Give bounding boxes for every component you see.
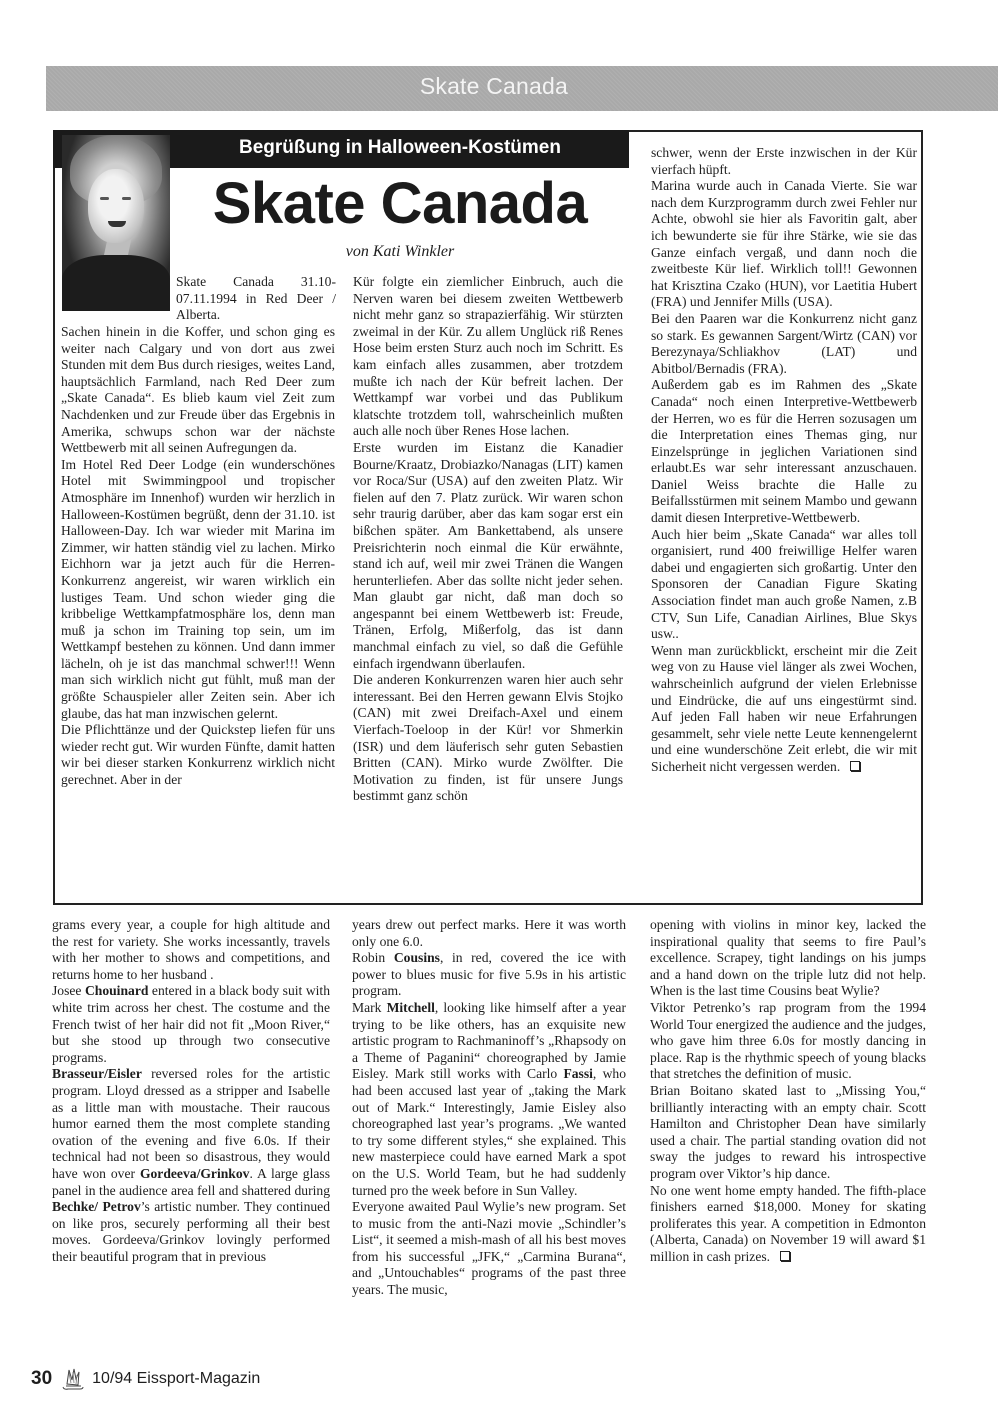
paragraph: Robin Cousins, in red, covered the ice with power to blues music for five 5.9s in his artistic program. [352,950,626,999]
skater-name: Mitchell [386,999,435,1015]
paragraph: Bei den Paaren war die Konkurrenz nicht ganz so stark. Es gewannen Sargent/Wirtz (CAN) vor Berezynaya/Schliakhov (LAT) und Abitbol/Bernadis (FRA). [651,310,917,376]
paragraph: schwer, wenn der Erste inzwischen in der Kür vierfach hüpft. [651,145,917,177]
skater-name: Gordeeva/Grinkov [139,1165,250,1181]
article-intro: Skate Canada 31.10-07.11.1994 in Red Deer / Alberta. [176,274,336,323]
author-photo [62,135,170,311]
coach-name: Fassi [563,1066,593,1082]
paragraph: Brasseur/Eisler reversed roles for the artistic program. Lloyd dressed as a stripper and Isabelle as a little man with moustache. Their raucous humor earned them the most complete standing ovation of the evening and five 6.0s. If their technical had not been so disastrous, they would have won over Gordeeva/Grinkov. A large glass panel in the audience area fell and shattered during Bechke/ Petrov’s artistic number. They continued on like pros, securely performing all their best moves. Gordeeva/Grinkov lovingly performed their beautiful program that in previous [52,1066,330,1264]
paragraph: Sachen hinein in die Koffer, und schon ging es weiter nach Calgary und von dort aus zwei Stunden mit dem Bus durch riesiges, weites Land, hauptsächlich Farmland, nach Red Deer zum „Skate Canada“. Es blieb kaum viel Zeit zum Nachdenken und zur Freude über das Ergebnis in Amerika, schwups schon war der nächste Wettbewerb mit all seinen Aufregungen da. [61,324,335,456]
paragraph [651,643,917,776]
paragraph: Josee Chouinard entered in a black body suit with white trim across her chest. The costume and the French twist of her hair did not fit „Moon River,“ but she stood up through two consecutive programs. [52,983,331,1065]
paragraph: No one went home empty handed. The fifth-place finishers earned $18,000. Money for skating proliferates this year. A competition in Edmonton (Alberta, Canada) on November 19 will award $1 million in cash prizes. [650,1182,926,1264]
skater-name: Bechke/ Petrov [52,1199,141,1215]
continued-column-2 [352,917,626,1299]
paragraph: Mark Mitchell, looking like himself after a year trying to be like others, has an exquisite new artistic program to Rachmaninoff’s „Rhapsody on a Theme of Paganini“ choreographed by Jamie Eisley. Mark still works with Carlo Fassi, who had been accused last year of „taking the Mark out of Mark.“ Interestingly, Jamie Eisley also choreographed last year’s programs. „We wanted to try some different styles,“ she explained. This new masterpiece could have earned Mark a spot on the U.S. World Team, but he had suddenly turned pro the week before in Sun Valley. [352,999,626,1198]
article-byline: von Kati Winkler [345,243,455,260]
article-column-3 [651,145,917,776]
paragraph: grams every year, a couple for high altitude and the rest for variety. She works incessantly, travels with her mother to shows and competitions, and returns home to her husband . [52,917,330,982]
paragraph: years drew out perfect marks. Here it was worth only one 6.0. [352,917,626,949]
paragraph: Viktor Petrenko’s rap program from the 1994 World Tour energized the audience and the judges, who gave him three 6.0s for mostly dancing in place. Rap is the rhythmic speech of young blacks that stretches the definition of music. [650,999,926,1082]
continued-column-1 [52,917,330,1265]
article-kicker: Begrüßung in Halloween-Kostümen [239,137,561,158]
end-of-article-icon [850,761,860,771]
paragraph: Kür folgte ein ziemlicher Einbruch, auch die Nerven waren bei diesem zweiten Wettbewerb nicht mehr ganz so strapazierfähig. Wir stürzten zweimal in der Kür. Zu allem Unglück riß Renes Hose beim ersten Sturz auch noch im Schritt. Es kam einfach alles zusammen, aber trotzdem mußte ich nach der Kür befreit lachen. Der Wettkampf war vorbei und das Publikum klatschte trotzdem toll, wahrscheinlich mußten auch alle noch über Renes Hose lachen. [353,274,623,439]
paragraph: Auch hier beim „Skate Canada“ war alles toll organisiert, rund 400 freiwillige Helfer waren dabei und engagierten sich großartig. Unter den Sponsoren der Canadian Figure Skating Association findet man auch große Namen, z.B CTV, Sun Life, Canadian Airlines, Blue Skys usw.. [651,526,917,642]
paragraph: Everyone awaited Paul Wylie’s new program. Set to music from the anti-Nazi movie „Schindler’s List“, it seemed a mish-mash of all his best moves from his successful „JFK,“ „Carmina Burana“, and „Untouchables“ programs of the past three years. The music, [352,1199,626,1298]
skate-logo-icon [60,1366,86,1392]
paragraph: Im Hotel Red Deer Lodge (ein wunderschönes Hotel mit Swimmingpool und tropischer Atmosphäre im Innenhof) wurden wir herzlich in Halloween-Kostümen begrüßt, denn der 31.10. ist Halloween-Day. Ich war wieder mit Marina im Zimmer, wir hatten ständig viel zu lachen. Mirko Eichhorn war ja jetzt auch für die Herren-Konkurrenz angereist, wir waren wirklich ein lustiges Team. Und schon wieder ging die kribbelige Wettkampfatmosphäre los, denn man muß ja schon im Training top sein, um im Wettkampf bestehen zu können. Und dann immer lächeln, oh je ist das manchmal schwer!!! Wenn man sich wirklich nicht gut fühlt, muß man der größte Schauspieler aller Zeiten sein. Aber ich glaube, das hat man inzwischen gelernt. [61,456,335,721]
article-title: Skate Canada [212,171,588,236]
paragraph: opening with violins in minor key, lacked the inspirational quality that seems to fire Paul’s excellence. Scrapey, tight landings on his jumps and a hand down on the triple lutz did not help. When is the last time Cousins beat Wylie? [650,917,926,999]
section-label: Skate Canada [419,73,568,99]
issue-label: 10/94 Eissport-Magazin [92,1370,261,1387]
skater-name: Chouinard [84,983,149,999]
page-footer [31,1366,260,1392]
paragraph-text: Wenn man zurückblickt, erscheint mir die Zeit weg von zu Hause viel länger als zwei Wochen, wahrscheinlich aufgrund der vielen Erlebnisse und Eindrücke, die auf uns eingestürmt sind. Auf jeden Fall haben wir neue Erfahrungen gesammelt, sehr viele nette Leute kennengelernt und eine wunderschöne Zeit erlebt, die wir mit Sicherheit nicht vergessen werden. [651,642,917,774]
paragraph: Erste wurden im Eistanz die Kanadier Bourne/Kraatz, Drobiazko/Nanagas (LIT) kamen vor Roca/Sur (USA) auf den zweiten Platz. Wir fielen auf den 7. Platz zurück. Wir waren schon sehr traurig darüber, aber das kam sogar erst ein bißchen später. Am Bankettabend, als unsere Preisrichterin noch einmal die Kür erwähnte, stand ich auf, weil mir zwei Tränen die Wangen herunterliefen. Aber das sollte nicht jeder sehen. Man glaubt gar nicht, daß man doch so angespannt bei einem Wettbewerb ist: Freude, Tränen, Erfolg, Mißerfolg, das ist dann manchmal einfach zu viel, so daß die Gefühle einfach irgendwann überlaufen. [353,439,623,671]
skater-name: Cousins [393,950,440,966]
paragraph: Die anderen Konkurrenzen waren hier auch sehr interessant. Bei den Herren gewann Elvis Stojko (CAN) mit zwei Dreifach-Axel und einem Vierfach-Toeloop in der Kür! vor Shmerkin (ISR) und dem läuferisch sehr guten Sebastien Britten (CAN). Mirko wurde Zwölfter. Die Motivation zu finden, ist für unsere Jungs bestimmt ganz schön [353,672,623,804]
article-column-1 [61,324,335,789]
paragraph: Die Pflichttänze und der Quickstep liefen für uns wieder recht gut. Wir wurden Fünfte, damit hatten wir bei dieser starken Konkurrenz wirklich nicht gerechnet. Aber in der [61,722,335,788]
page-number: 30 [31,1368,53,1389]
continued-column-3 [650,917,926,1265]
skater-name: Brasseur/Eisler [52,1066,142,1082]
paragraph: Brian Boitano skated last to „Missing You,“ brilliantly interacting with an empty chair. Scott Hamilton and Christopher Dean have similarly used a chair. The partial standing ovation did not sway the judges to reward his introspective program over Viktor’s hip dance. [650,1082,926,1181]
paragraph: Marina wurde auch in Canada Vierte. Sie war nach dem Kurzprogramm durch zwei Fehler nur Achte, obwohl sie hier als Favoritin galt, aber ich bewunderte sie für ihre Stärke, wie sie das Ganze einfach vergaß, und dann noch die zweitbeste Kür lief. Wirklich toll!! Gewonnen hat Krisztina Czako (HUN), vor Laetitia Hubert (FRA) und Jennifer Mills (USA). [651,178,917,310]
paragraph: Außerdem gab es im Rahmen des „Skate Canada“ noch einen Interpretive-Wettbewerb der Herren, wo es für die Herren sozusagen um die Interpretation eines Themas ging, nur Einzelsprünge in jeglichen Variationen sind erlaubt.Es war sehr interessant anzuschauen. Daniel Weiss brachte die Halle zu Beifallsstürmen mit seinem Mambo und gewann damit diesen Interpretive-Wettbewerb. [651,377,917,526]
section-header-band [46,66,998,111]
article-column-2 [353,274,623,805]
end-of-article-icon [780,1251,790,1261]
